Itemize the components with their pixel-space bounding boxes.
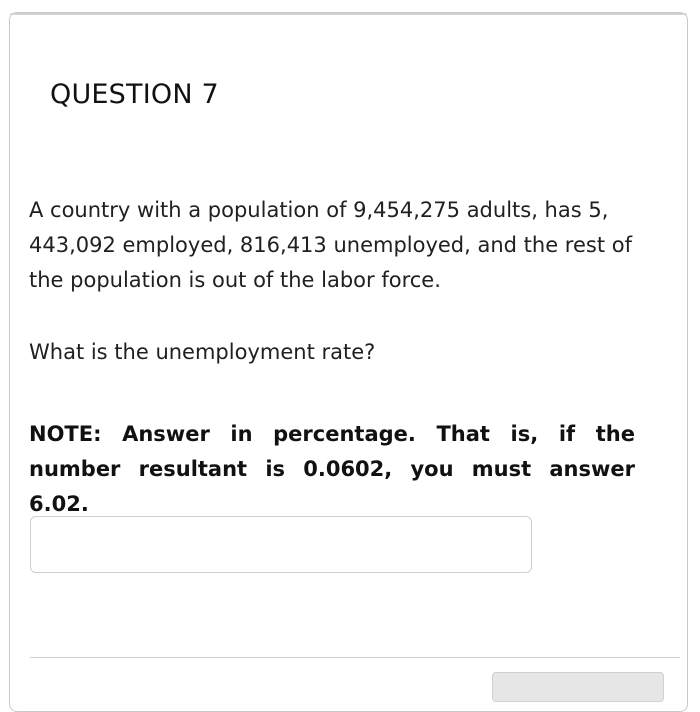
question-card [9, 12, 688, 712]
card-top-border [10, 13, 687, 15]
question-title: QUESTION 7 [50, 79, 219, 110]
question-note: NOTE: Answer in percentage. That is, if the number resultant is 0.0602, you must answer 6.02. [29, 422, 635, 516]
answer-input[interactable] [30, 516, 532, 573]
partial-button[interactable] [492, 672, 664, 702]
divider [30, 657, 680, 658]
question-body: A country with a population of 9,454,275 adults, has 5, 443,092 employed, 816,413 unemployed, and the rest of the population is out of the labor force. [29, 198, 632, 292]
question-prompt: What is the unemployment rate? [29, 340, 376, 364]
